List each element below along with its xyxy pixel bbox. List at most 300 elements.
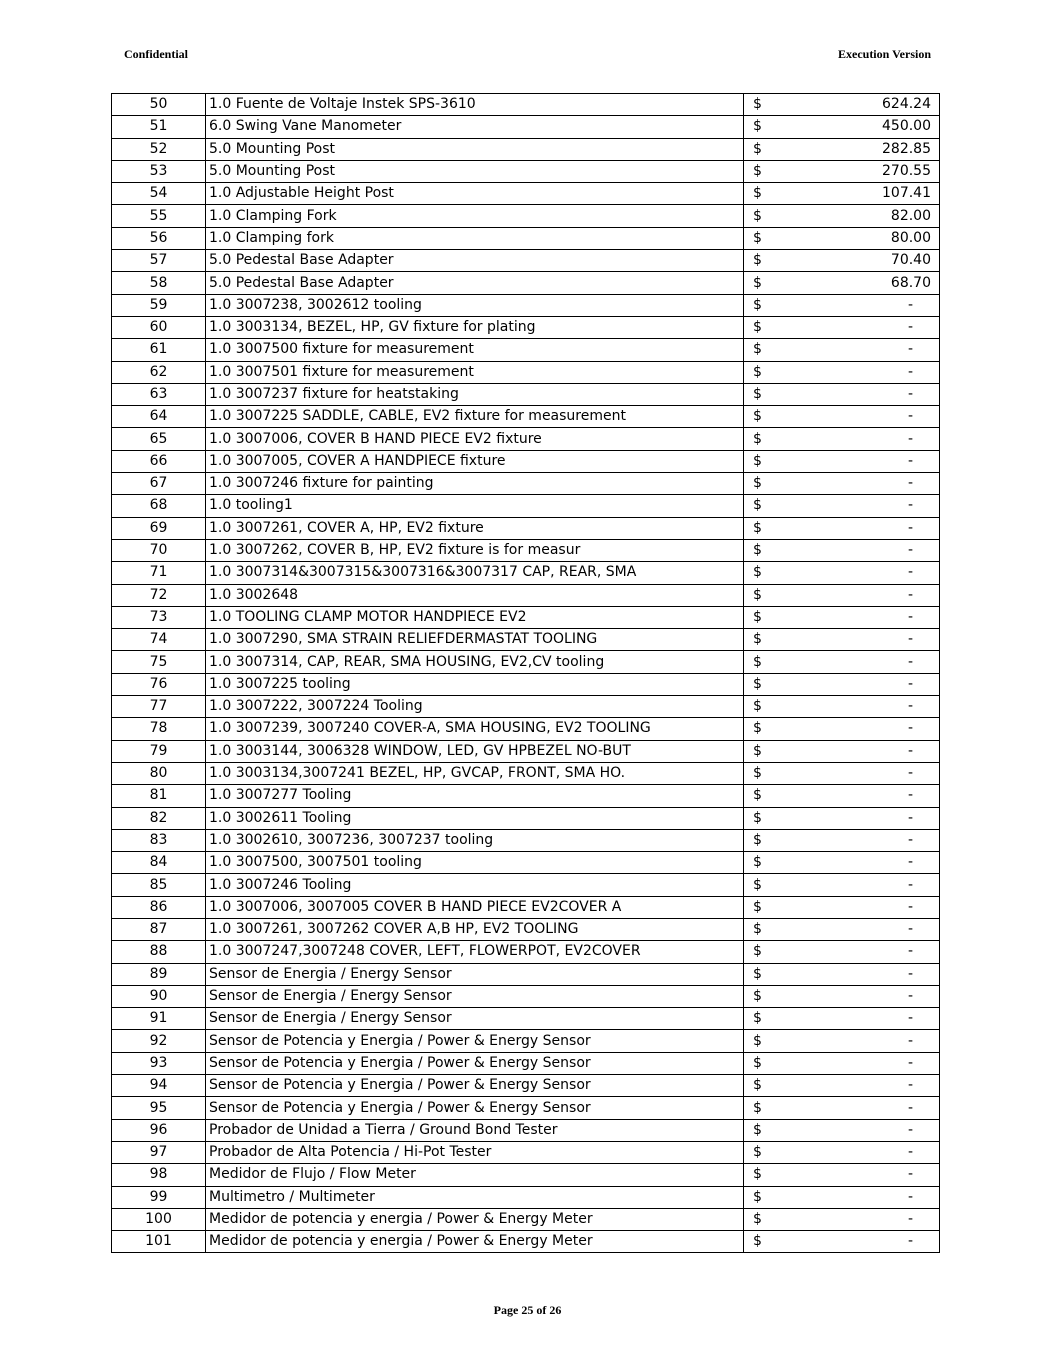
currency-symbol: $ bbox=[753, 296, 762, 313]
item-description: 1.0 Adjustable Height Post bbox=[206, 183, 744, 205]
item-amount-cell bbox=[744, 606, 940, 628]
item-description: Sensor de Potencia y Energia / Power & Energy Sensor bbox=[206, 1097, 744, 1119]
item-description: Sensor de Energia / Energy Sensor bbox=[206, 985, 744, 1007]
item-number: 97 bbox=[112, 1141, 206, 1163]
currency-symbol: $ bbox=[753, 229, 762, 246]
table-row bbox=[112, 138, 940, 160]
item-number: 80 bbox=[112, 762, 206, 784]
item-amount: - bbox=[907, 1188, 913, 1205]
item-number: 66 bbox=[112, 450, 206, 472]
item-number: 68 bbox=[112, 495, 206, 517]
currency-symbol: $ bbox=[753, 921, 762, 938]
asset-table-body bbox=[112, 94, 940, 1253]
item-description: Sensor de Energia / Energy Sensor bbox=[206, 963, 744, 985]
item-description: 1.0 3007500, 3007501 tooling bbox=[206, 852, 744, 874]
currency-symbol: $ bbox=[753, 586, 762, 603]
currency-symbol: $ bbox=[753, 1010, 762, 1027]
item-amount: - bbox=[907, 1010, 913, 1027]
currency-symbol: $ bbox=[753, 988, 762, 1005]
item-description: 1.0 3002610, 3007236, 3007237 tooling bbox=[206, 829, 744, 851]
currency-symbol: $ bbox=[753, 809, 762, 826]
table-row bbox=[112, 1097, 940, 1119]
item-description: 1.0 Fuente de Voltaje Instek SPS-3610 bbox=[206, 94, 744, 116]
item-amount-cell bbox=[744, 762, 940, 784]
currency-symbol: $ bbox=[753, 675, 762, 692]
table-row bbox=[112, 272, 940, 294]
item-amount-cell bbox=[744, 651, 940, 673]
table-row bbox=[112, 1119, 940, 1141]
item-amount: - bbox=[907, 497, 913, 514]
table-row bbox=[112, 1231, 940, 1253]
item-amount: 624.24 bbox=[882, 96, 931, 113]
item-description: 6.0 Swing Vane Manometer bbox=[206, 116, 744, 138]
currency-symbol: $ bbox=[753, 1099, 762, 1116]
currency-symbol: $ bbox=[753, 252, 762, 269]
item-amount-cell bbox=[744, 963, 940, 985]
item-amount-cell bbox=[744, 250, 940, 272]
item-amount-cell bbox=[744, 718, 940, 740]
currency-symbol: $ bbox=[753, 854, 762, 871]
currency-symbol: $ bbox=[753, 564, 762, 581]
item-number: 63 bbox=[112, 383, 206, 405]
item-amount-cell bbox=[744, 183, 940, 205]
item-description: 1.0 3007006, 3007005 COVER B HAND PIECE EV2COVER A bbox=[206, 896, 744, 918]
item-description: 1.0 3007261, 3007262 COVER A,B HP, EV2 TOOLING bbox=[206, 918, 744, 940]
item-amount-cell bbox=[744, 495, 940, 517]
currency-symbol: $ bbox=[753, 1144, 762, 1161]
table-row bbox=[112, 606, 940, 628]
item-amount-cell bbox=[744, 539, 940, 561]
item-number: 89 bbox=[112, 963, 206, 985]
item-description: 1.0 3007277 Tooling bbox=[206, 785, 744, 807]
table-row bbox=[112, 495, 940, 517]
table-row bbox=[112, 807, 940, 829]
currency-symbol: $ bbox=[753, 1077, 762, 1094]
currency-symbol: $ bbox=[753, 698, 762, 715]
table-row bbox=[112, 1008, 940, 1030]
item-description: 1.0 3003144, 3006328 WINDOW, LED, GV HPBEZEL NO-BUT bbox=[206, 740, 744, 762]
item-amount: 450.00 bbox=[882, 118, 931, 135]
item-amount-cell bbox=[744, 874, 940, 896]
currency-symbol: $ bbox=[753, 1054, 762, 1071]
currency-symbol: $ bbox=[753, 185, 762, 202]
item-description: 1.0 Clamping Fork bbox=[206, 205, 744, 227]
table-row bbox=[112, 562, 940, 584]
item-amount-cell bbox=[744, 696, 940, 718]
currency-symbol: $ bbox=[753, 742, 762, 759]
item-description: Sensor de Potencia y Energia / Power & Energy Sensor bbox=[206, 1030, 744, 1052]
currency-symbol: $ bbox=[753, 519, 762, 536]
currency-symbol: $ bbox=[753, 475, 762, 492]
table-row bbox=[112, 361, 940, 383]
item-amount: - bbox=[907, 854, 913, 871]
item-number: 61 bbox=[112, 339, 206, 361]
currency-symbol: $ bbox=[753, 452, 762, 469]
item-description: 1.0 3007225 tooling bbox=[206, 673, 744, 695]
item-number: 96 bbox=[112, 1119, 206, 1141]
currency-symbol: $ bbox=[753, 274, 762, 291]
item-description: Multimetro / Multimeter bbox=[206, 1186, 744, 1208]
item-amount-cell bbox=[744, 584, 940, 606]
table-row bbox=[112, 1208, 940, 1230]
item-amount: 70.40 bbox=[890, 252, 931, 269]
item-amount: - bbox=[907, 965, 913, 982]
currency-symbol: $ bbox=[753, 118, 762, 135]
item-amount: - bbox=[907, 542, 913, 559]
table-row bbox=[112, 673, 940, 695]
currency-symbol: $ bbox=[753, 207, 762, 224]
item-amount: - bbox=[907, 608, 913, 625]
item-description: 1.0 3007261, COVER A, HP, EV2 fixture bbox=[206, 517, 744, 539]
item-amount: - bbox=[907, 564, 913, 581]
item-amount: - bbox=[907, 586, 913, 603]
item-number: 64 bbox=[112, 406, 206, 428]
item-amount: 80.00 bbox=[890, 229, 931, 246]
item-number: 59 bbox=[112, 294, 206, 316]
item-amount: - bbox=[907, 452, 913, 469]
table-row bbox=[112, 250, 940, 272]
table-row bbox=[112, 629, 940, 651]
item-amount: - bbox=[907, 475, 913, 492]
item-amount-cell bbox=[744, 785, 940, 807]
item-amount-cell bbox=[744, 829, 940, 851]
currency-symbol: $ bbox=[753, 876, 762, 893]
item-number: 98 bbox=[112, 1164, 206, 1186]
item-amount: - bbox=[907, 1210, 913, 1227]
item-number: 73 bbox=[112, 606, 206, 628]
item-amount: - bbox=[907, 831, 913, 848]
item-amount: - bbox=[907, 430, 913, 447]
currency-symbol: $ bbox=[753, 1233, 762, 1250]
item-amount-cell bbox=[744, 941, 940, 963]
item-description: 1.0 3007225 SADDLE, CABLE, EV2 fixture for measurement bbox=[206, 406, 744, 428]
item-amount-cell bbox=[744, 361, 940, 383]
item-amount-cell bbox=[744, 1141, 940, 1163]
item-number: 56 bbox=[112, 227, 206, 249]
table-row bbox=[112, 785, 940, 807]
item-amount: - bbox=[907, 1054, 913, 1071]
table-row bbox=[112, 1164, 940, 1186]
currency-symbol: $ bbox=[753, 408, 762, 425]
currency-symbol: $ bbox=[753, 430, 762, 447]
table-row bbox=[112, 473, 940, 495]
item-description: 1.0 tooling1 bbox=[206, 495, 744, 517]
item-amount: - bbox=[907, 1166, 913, 1183]
currency-symbol: $ bbox=[753, 140, 762, 157]
table-row bbox=[112, 874, 940, 896]
item-description: Probador de Unidad a Tierra / Ground Bond Tester bbox=[206, 1119, 744, 1141]
item-amount: - bbox=[907, 675, 913, 692]
table-row bbox=[112, 696, 940, 718]
item-amount-cell bbox=[744, 1164, 940, 1186]
item-amount-cell bbox=[744, 1008, 940, 1030]
item-amount-cell bbox=[744, 316, 940, 338]
table-row bbox=[112, 718, 940, 740]
table-row bbox=[112, 383, 940, 405]
item-description: 5.0 Pedestal Base Adapter bbox=[206, 250, 744, 272]
table-row bbox=[112, 1186, 940, 1208]
item-description: 1.0 3007314, CAP, REAR, SMA HOUSING, EV2,CV tooling bbox=[206, 651, 744, 673]
item-number: 60 bbox=[112, 316, 206, 338]
table-row bbox=[112, 896, 940, 918]
item-amount: - bbox=[907, 519, 913, 536]
item-amount-cell bbox=[744, 629, 940, 651]
item-amount-cell bbox=[744, 294, 940, 316]
page-number: Page 25 of 26 bbox=[493, 1303, 562, 1317]
item-amount-cell bbox=[744, 473, 940, 495]
item-amount: - bbox=[907, 363, 913, 380]
item-amount-cell bbox=[744, 205, 940, 227]
table-row bbox=[112, 94, 940, 116]
table-row bbox=[112, 294, 940, 316]
item-amount: - bbox=[907, 943, 913, 960]
item-amount-cell bbox=[744, 160, 940, 182]
currency-symbol: $ bbox=[753, 720, 762, 737]
table-row bbox=[112, 539, 940, 561]
table-row bbox=[112, 740, 940, 762]
item-amount-cell bbox=[744, 1208, 940, 1230]
item-amount-cell bbox=[744, 1231, 940, 1253]
item-amount-cell bbox=[744, 896, 940, 918]
item-description: 1.0 3007222, 3007224 Tooling bbox=[206, 696, 744, 718]
item-number: 71 bbox=[112, 562, 206, 584]
item-amount: - bbox=[907, 765, 913, 782]
item-amount: - bbox=[907, 720, 913, 737]
table-row bbox=[112, 517, 940, 539]
currency-symbol: $ bbox=[753, 542, 762, 559]
table-row bbox=[112, 450, 940, 472]
table-row bbox=[112, 829, 940, 851]
item-number: 77 bbox=[112, 696, 206, 718]
item-amount-cell bbox=[744, 673, 940, 695]
currency-symbol: $ bbox=[753, 163, 762, 180]
item-amount: - bbox=[907, 386, 913, 402]
item-number: 55 bbox=[112, 205, 206, 227]
item-description: 1.0 3007006, COVER B HAND PIECE EV2 fixture bbox=[206, 428, 744, 450]
currency-symbol: $ bbox=[753, 965, 762, 982]
item-amount: - bbox=[907, 341, 913, 358]
item-number: 79 bbox=[112, 740, 206, 762]
table-row bbox=[112, 227, 940, 249]
item-description: 1.0 3007005, COVER A HANDPIECE fixture bbox=[206, 450, 744, 472]
item-amount: - bbox=[907, 698, 913, 715]
currency-symbol: $ bbox=[753, 631, 762, 648]
table-row bbox=[112, 1030, 940, 1052]
item-amount: 107.41 bbox=[882, 185, 931, 202]
item-description: Medidor de potencia y energia / Power & Energy Meter bbox=[206, 1231, 744, 1253]
item-number: 92 bbox=[112, 1030, 206, 1052]
item-amount-cell bbox=[744, 94, 940, 116]
item-description: 1.0 3007262, COVER B, HP, EV2 fixture is for measur bbox=[206, 539, 744, 561]
item-amount: 270.55 bbox=[882, 163, 931, 180]
item-description: 1.0 3007314&3007315&3007316&3007317 CAP, REAR, SMA bbox=[206, 562, 744, 584]
item-description: 1.0 3007238, 3002612 tooling bbox=[206, 294, 744, 316]
item-amount-cell bbox=[744, 852, 940, 874]
item-amount-cell bbox=[744, 339, 940, 361]
item-amount-cell bbox=[744, 517, 940, 539]
item-amount: - bbox=[907, 653, 913, 670]
item-number: 85 bbox=[112, 874, 206, 896]
item-number: 94 bbox=[112, 1075, 206, 1097]
item-number: 50 bbox=[112, 94, 206, 116]
item-amount-cell bbox=[744, 985, 940, 1007]
currency-symbol: $ bbox=[753, 96, 762, 113]
table-row bbox=[112, 918, 940, 940]
currency-symbol: $ bbox=[753, 898, 762, 915]
item-amount-cell bbox=[744, 1119, 940, 1141]
item-amount: 82.00 bbox=[890, 207, 931, 224]
item-amount-cell bbox=[744, 406, 940, 428]
table-row bbox=[112, 316, 940, 338]
table-row bbox=[112, 1141, 940, 1163]
item-number: 57 bbox=[112, 250, 206, 272]
item-description: 1.0 3002648 bbox=[206, 584, 744, 606]
item-description: 1.0 3003134, BEZEL, HP, GV fixture for plating bbox=[206, 316, 744, 338]
item-amount: - bbox=[907, 1121, 913, 1138]
currency-symbol: $ bbox=[753, 363, 762, 380]
item-number: 70 bbox=[112, 539, 206, 561]
table-row bbox=[112, 406, 940, 428]
item-number: 74 bbox=[112, 629, 206, 651]
item-amount-cell bbox=[744, 1030, 940, 1052]
item-amount-cell bbox=[744, 383, 940, 405]
item-description: 1.0 3003134,3007241 BEZEL, HP, GVCAP, FRONT, SMA HO. bbox=[206, 762, 744, 784]
asset-table bbox=[111, 93, 940, 1253]
header-confidential: Confidential bbox=[124, 47, 189, 61]
item-number: 90 bbox=[112, 985, 206, 1007]
item-number: 78 bbox=[112, 718, 206, 740]
item-amount: 282.85 bbox=[882, 140, 931, 157]
item-amount: - bbox=[907, 631, 913, 648]
currency-symbol: $ bbox=[753, 765, 762, 782]
table-row bbox=[112, 183, 940, 205]
item-amount: - bbox=[907, 1077, 913, 1094]
item-description: Sensor de Potencia y Energia / Power & Energy Sensor bbox=[206, 1052, 744, 1074]
item-description: 1.0 3007500 fixture for measurement bbox=[206, 339, 744, 361]
item-number: 91 bbox=[112, 1008, 206, 1030]
item-number: 100 bbox=[112, 1208, 206, 1230]
table-row bbox=[112, 762, 940, 784]
item-description: 1.0 3007239, 3007240 COVER-A, SMA HOUSING, EV2 TOOLING bbox=[206, 718, 744, 740]
item-amount-cell bbox=[744, 138, 940, 160]
item-number: 82 bbox=[112, 807, 206, 829]
item-amount: - bbox=[907, 1144, 913, 1161]
item-number: 65 bbox=[112, 428, 206, 450]
item-amount-cell bbox=[744, 1097, 940, 1119]
item-number: 101 bbox=[112, 1231, 206, 1253]
item-number: 81 bbox=[112, 785, 206, 807]
item-number: 51 bbox=[112, 116, 206, 138]
table-row bbox=[112, 584, 940, 606]
currency-symbol: $ bbox=[753, 1121, 762, 1138]
table-row bbox=[112, 651, 940, 673]
currency-symbol: $ bbox=[753, 341, 762, 358]
item-number: 83 bbox=[112, 829, 206, 851]
item-description: 5.0 Pedestal Base Adapter bbox=[206, 272, 744, 294]
table-row bbox=[112, 160, 940, 182]
item-amount: - bbox=[907, 1233, 913, 1250]
item-amount-cell bbox=[744, 562, 940, 584]
item-number: 99 bbox=[112, 1186, 206, 1208]
item-description: 1.0 3007290, SMA STRAIN RELIEFDERMASTAT TOOLING bbox=[206, 629, 744, 651]
item-amount-cell bbox=[744, 1186, 940, 1208]
item-description: 5.0 Mounting Post bbox=[206, 160, 744, 182]
item-number: 62 bbox=[112, 361, 206, 383]
item-description: Sensor de Potencia y Energia / Power & Energy Sensor bbox=[206, 1075, 744, 1097]
table-row bbox=[112, 1052, 940, 1074]
table-row bbox=[112, 205, 940, 227]
item-description: 1.0 Clamping fork bbox=[206, 227, 744, 249]
item-amount-cell bbox=[744, 428, 940, 450]
table-row bbox=[112, 428, 940, 450]
item-number: 75 bbox=[112, 651, 206, 673]
item-description: 5.0 Mounting Post bbox=[206, 138, 744, 160]
item-amount-cell bbox=[744, 918, 940, 940]
item-amount-cell bbox=[744, 227, 940, 249]
currency-symbol: $ bbox=[753, 1210, 762, 1227]
currency-symbol: $ bbox=[753, 831, 762, 848]
item-amount-cell bbox=[744, 1075, 940, 1097]
currency-symbol: $ bbox=[753, 608, 762, 625]
item-amount-cell bbox=[744, 272, 940, 294]
item-number: 72 bbox=[112, 584, 206, 606]
item-number: 87 bbox=[112, 918, 206, 940]
item-amount: 68.70 bbox=[890, 274, 931, 291]
item-number: 67 bbox=[112, 473, 206, 495]
item-description: 1.0 3007501 fixture for measurement bbox=[206, 361, 744, 383]
table-row bbox=[112, 852, 940, 874]
table-row bbox=[112, 963, 940, 985]
item-description: 1.0 3002611 Tooling bbox=[206, 807, 744, 829]
item-amount: - bbox=[907, 296, 913, 313]
item-amount: - bbox=[907, 876, 913, 893]
item-description: 1.0 3007247,3007248 COVER, LEFT, FLOWERPOT, EV2COVER bbox=[206, 941, 744, 963]
item-amount: - bbox=[907, 787, 913, 804]
item-amount: - bbox=[907, 408, 913, 425]
item-amount: - bbox=[907, 1032, 913, 1049]
item-description: 1.0 3007237 fixture for heatstaking bbox=[206, 383, 744, 405]
item-amount-cell bbox=[744, 740, 940, 762]
currency-symbol: $ bbox=[753, 386, 762, 402]
table-row bbox=[112, 1075, 940, 1097]
item-number: 52 bbox=[112, 138, 206, 160]
item-number: 88 bbox=[112, 941, 206, 963]
item-description: 1.0 3007246 fixture for painting bbox=[206, 473, 744, 495]
item-amount: - bbox=[907, 898, 913, 915]
item-number: 84 bbox=[112, 852, 206, 874]
item-description: 1.0 3007246 Tooling bbox=[206, 874, 744, 896]
item-description: Medidor de Flujo / Flow Meter bbox=[206, 1164, 744, 1186]
currency-symbol: $ bbox=[753, 319, 762, 336]
header-execution-version: Execution Version bbox=[837, 47, 931, 61]
item-description: 1.0 TOOLING CLAMP MOTOR HANDPIECE EV2 bbox=[206, 606, 744, 628]
item-amount-cell bbox=[744, 1052, 940, 1074]
item-amount: - bbox=[907, 921, 913, 938]
item-amount: - bbox=[907, 809, 913, 826]
item-description: Sensor de Energia / Energy Sensor bbox=[206, 1008, 744, 1030]
item-amount: - bbox=[907, 1099, 913, 1116]
item-description: Medidor de potencia y energia / Power & Energy Meter bbox=[206, 1208, 744, 1230]
item-number: 76 bbox=[112, 673, 206, 695]
item-amount: - bbox=[907, 319, 913, 336]
currency-symbol: $ bbox=[753, 943, 762, 960]
table-row bbox=[112, 339, 940, 361]
item-number: 53 bbox=[112, 160, 206, 182]
item-number: 69 bbox=[112, 517, 206, 539]
item-number: 95 bbox=[112, 1097, 206, 1119]
item-description: Probador de Alta Potencia / Hi-Pot Tester bbox=[206, 1141, 744, 1163]
table-row bbox=[112, 116, 940, 138]
